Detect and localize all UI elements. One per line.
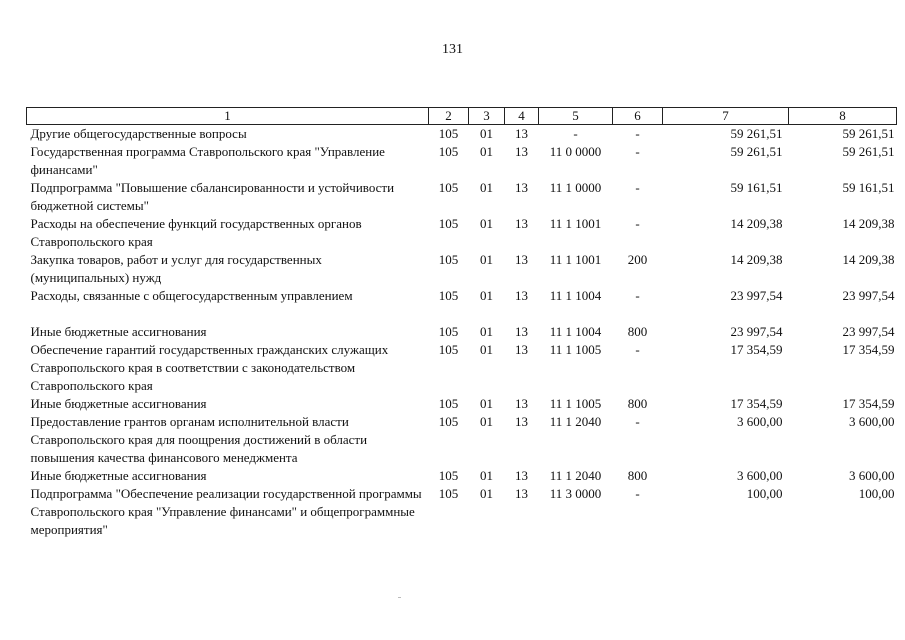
- amount2-cell: 3 600,00: [849, 414, 895, 429]
- target-article-cell: 11 1 1004: [549, 288, 602, 303]
- subsection-cell: 01: [480, 486, 493, 501]
- target-article-cell: 11 1 2040: [549, 468, 602, 483]
- target-article-cell: -: [573, 126, 578, 141]
- expense-type-cell: 800: [627, 468, 648, 483]
- subsection-cell: 01: [480, 324, 493, 339]
- section-cell: 105: [438, 144, 459, 159]
- target-article-cell: 11 1 2040: [549, 414, 602, 429]
- target-article-cell: 11 1 1001: [549, 216, 602, 231]
- amount-cell: 17 354,59: [730, 396, 783, 411]
- subsection-cell: 01: [480, 180, 493, 195]
- amount2-cell: 17 354,59: [842, 342, 895, 357]
- target-article-cell: 11 0 0000: [549, 144, 602, 159]
- subsection-cell: 01: [480, 126, 493, 141]
- amount-cell: 14 209,38: [730, 216, 783, 231]
- row-name-cell: Обеспечение гарантий государственных гражданских служащих Ставропольского края в соответствии с законодательством Ставропольского края: [30, 342, 389, 393]
- expense-type-cell: -: [635, 126, 640, 141]
- amount-cell: 23 997,54: [730, 324, 783, 339]
- row-name-cell: Подпрограмма "Обеспечение реализации государственной программы Ставропольского края "Управление финансами" и общепрограммные мероприятия": [30, 486, 422, 537]
- table-row: [27, 485, 897, 539]
- row-name-cell: Государственная программа Ставропольского края "Управление финансами": [30, 144, 385, 177]
- section-cell: 105: [438, 216, 459, 231]
- subsection-cell: 01: [480, 396, 493, 411]
- target-article-cell: 11 1 1001: [549, 252, 602, 267]
- amount-cell: 59 161,51: [730, 180, 783, 195]
- subsection-cell: 01: [480, 252, 493, 267]
- subsection2-cell: 13: [515, 252, 528, 267]
- column-header: 7: [663, 108, 789, 125]
- expense-type-cell: -: [635, 216, 640, 231]
- section-cell: 105: [438, 486, 459, 501]
- amount-cell: 59 261,51: [730, 144, 783, 159]
- amount-cell: 23 997,54: [730, 288, 783, 303]
- subsection2-cell: 13: [515, 396, 528, 411]
- amount2-cell: 3 600,00: [849, 468, 895, 483]
- column-header: 5: [539, 108, 613, 125]
- amount2-cell: 14 209,38: [842, 252, 895, 267]
- subsection2-cell: 13: [515, 414, 528, 429]
- amount2-cell: 17 354,59: [842, 396, 895, 411]
- subsection-cell: 01: [480, 216, 493, 231]
- expense-type-cell: -: [635, 288, 640, 303]
- subsection-cell: 01: [480, 288, 493, 303]
- expense-type-cell: 800: [627, 324, 648, 339]
- section-cell: 105: [438, 468, 459, 483]
- amount2-cell: 100,00: [858, 486, 895, 501]
- column-header: 1: [27, 108, 429, 125]
- subsection-cell: 01: [480, 144, 493, 159]
- header-row: [27, 108, 897, 125]
- amount2-cell: 59 161,51: [842, 180, 895, 195]
- table-row: [27, 467, 897, 485]
- expense-type-cell: -: [635, 342, 640, 357]
- row-name-cell: Иные бюджетные ассигнования: [30, 468, 207, 483]
- table-row: [27, 143, 897, 179]
- target-article-cell: 11 1 1004: [549, 324, 602, 339]
- amount2-cell: 59 261,51: [842, 144, 895, 159]
- subsection2-cell: 13: [515, 144, 528, 159]
- table-row: [27, 287, 897, 323]
- section-cell: 105: [438, 324, 459, 339]
- subsection2-cell: 13: [515, 324, 528, 339]
- amount-cell: 14 209,38: [730, 252, 783, 267]
- table-row: [27, 413, 897, 467]
- table-row: [27, 395, 897, 413]
- amount2-cell: 14 209,38: [842, 216, 895, 231]
- subsection2-cell: 13: [515, 216, 528, 231]
- table-row: [27, 323, 897, 341]
- row-name-cell: Иные бюджетные ассигнования: [30, 396, 207, 411]
- table-row: [27, 179, 897, 215]
- subsection2-cell: 13: [515, 126, 528, 141]
- table-row: [27, 215, 897, 251]
- column-header: 8: [789, 108, 897, 125]
- amount-cell: 3 600,00: [737, 414, 783, 429]
- page-number: 131: [442, 42, 463, 57]
- expense-type-cell: -: [635, 144, 640, 159]
- subsection2-cell: 13: [515, 486, 528, 501]
- amount2-cell: 23 997,54: [842, 324, 895, 339]
- target-article-cell: 11 1 1005: [549, 342, 602, 357]
- expense-type-cell: 200: [627, 252, 648, 267]
- amount-cell: 3 600,00: [737, 468, 783, 483]
- row-name-cell: Предоставление грантов органам исполнительной власти Ставропольского края для поощрения достижений в области повышения качества финансового менеджмента: [30, 414, 368, 465]
- amount-cell: 100,00: [746, 486, 783, 501]
- amount-cell: 59 261,51: [730, 126, 783, 141]
- column-header: 4: [505, 108, 539, 125]
- expense-type-cell: -: [635, 414, 640, 429]
- subsection-cell: 01: [480, 414, 493, 429]
- target-article-cell: 11 3 0000: [549, 486, 602, 501]
- row-name-cell: Расходы на обеспечение функций государственных органов Ставропольского края: [30, 216, 362, 249]
- section-cell: 105: [438, 396, 459, 411]
- expense-type-cell: 800: [627, 396, 648, 411]
- column-header: 2: [429, 108, 469, 125]
- section-cell: 105: [438, 180, 459, 195]
- section-cell: 105: [438, 288, 459, 303]
- section-cell: 105: [438, 126, 459, 141]
- row-name-cell: Расходы, связанные с общегосударственным управлением: [30, 288, 353, 303]
- row-name-cell: Закупка товаров, работ и услуг для государственных (муниципальных) нужд: [30, 252, 322, 285]
- subsection2-cell: 13: [515, 468, 528, 483]
- subsection2-cell: 13: [515, 342, 528, 357]
- subsection2-cell: 13: [515, 180, 528, 195]
- amount-cell: 17 354,59: [730, 342, 783, 357]
- target-article-cell: 11 1 1005: [549, 396, 602, 411]
- section-cell: 105: [438, 342, 459, 357]
- table-row: [27, 251, 897, 287]
- amount2-cell: 23 997,54: [842, 288, 895, 303]
- row-name-cell: Другие общегосударственные вопросы: [30, 126, 247, 141]
- expense-type-cell: -: [635, 180, 640, 195]
- target-article-cell: 11 1 0000: [549, 180, 602, 195]
- section-cell: 105: [438, 414, 459, 429]
- row-name-cell: Подпрограмма "Повышение сбалансированности и устойчивости бюджетной системы": [30, 180, 395, 213]
- column-header: 6: [613, 108, 663, 125]
- subsection-cell: 01: [480, 468, 493, 483]
- subsection-cell: 01: [480, 342, 493, 357]
- budget-table: [26, 107, 897, 539]
- section-cell: 105: [438, 252, 459, 267]
- subsection2-cell: 13: [515, 288, 528, 303]
- table-row: [27, 341, 897, 395]
- row-name-cell: Иные бюджетные ассигнования: [30, 324, 207, 339]
- scan-mark: [398, 597, 401, 598]
- column-header: 3: [469, 108, 505, 125]
- expense-type-cell: -: [635, 486, 640, 501]
- amount2-cell: 59 261,51: [842, 126, 895, 141]
- table-row: [27, 125, 897, 144]
